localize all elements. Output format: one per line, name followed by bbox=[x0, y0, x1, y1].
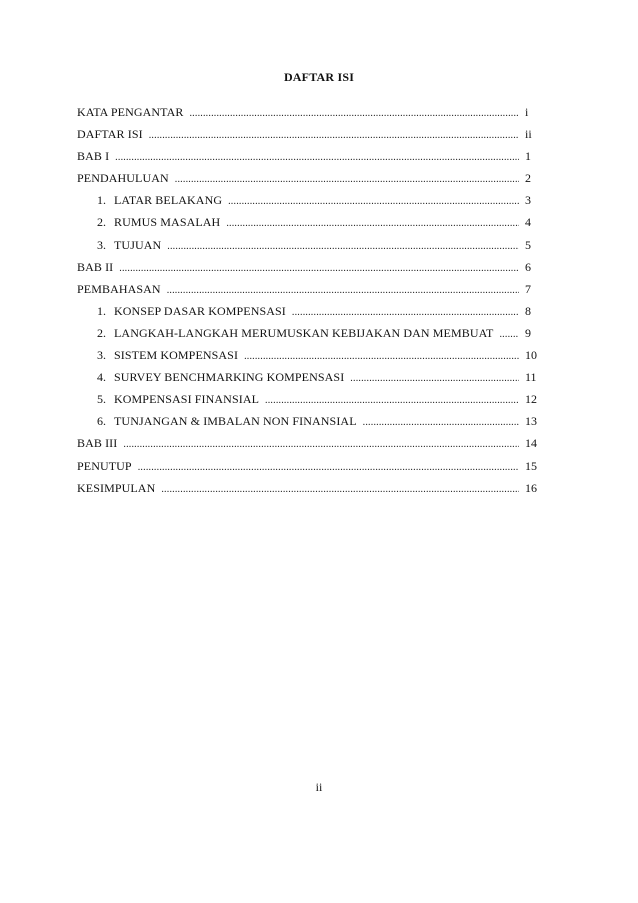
toc-entry bbox=[77, 234, 547, 256]
toc-entry-page: 13 bbox=[525, 414, 537, 429]
toc-entry bbox=[77, 123, 547, 145]
toc-entry-page: 15 bbox=[525, 458, 537, 473]
toc-entry-label: PENDAHULUAN bbox=[77, 171, 169, 186]
toc-dot-leader bbox=[149, 123, 519, 145]
toc-entry-label: PEMBAHASAN bbox=[77, 281, 161, 296]
toc-dot-leader bbox=[228, 189, 519, 211]
toc-entry bbox=[77, 189, 547, 211]
toc-entry bbox=[77, 211, 547, 233]
toc-entry-page: 1 bbox=[525, 149, 531, 164]
toc-entry-label: PENUTUP bbox=[77, 458, 132, 473]
toc-entry bbox=[77, 388, 547, 410]
toc-dot-leader bbox=[244, 344, 519, 366]
toc-dot-leader bbox=[167, 278, 519, 300]
toc-entry-page: 6 bbox=[525, 259, 531, 274]
toc-entry-label: RUMUS MASALAH bbox=[114, 215, 221, 230]
toc-entry-label: TUJUAN bbox=[114, 237, 162, 252]
toc-dot-leader bbox=[189, 101, 519, 123]
toc-entry-number: 2. bbox=[97, 325, 106, 340]
toc-entry-label: LATAR BELAKANG bbox=[114, 193, 223, 208]
toc-entry-number: 3. bbox=[97, 348, 106, 363]
toc-entry-label: DAFTAR ISI bbox=[77, 127, 143, 142]
toc-entry bbox=[77, 145, 547, 167]
toc-dot-leader bbox=[119, 256, 519, 278]
page-title: DAFTAR ISI bbox=[283, 70, 355, 84]
toc-entry-page: 5 bbox=[525, 237, 531, 252]
toc-entry-page: 8 bbox=[525, 303, 531, 318]
toc-entry-page: 12 bbox=[525, 392, 537, 407]
toc-entry bbox=[77, 167, 547, 189]
toc-entry-page: 10 bbox=[525, 348, 537, 363]
toc-entry-page: 3 bbox=[525, 193, 531, 208]
toc-entry bbox=[77, 101, 547, 123]
toc-entry-label: KONSEP DASAR KOMPENSASI bbox=[114, 303, 286, 318]
toc-entry-number: 1. bbox=[97, 193, 106, 208]
toc-dot-leader bbox=[265, 388, 519, 410]
toc-entry bbox=[77, 477, 547, 499]
toc-dot-leader bbox=[499, 322, 519, 344]
table-of-contents bbox=[77, 101, 547, 499]
toc-entry-number: 2. bbox=[97, 215, 106, 230]
toc-dot-leader bbox=[115, 145, 519, 167]
toc-dot-leader bbox=[167, 234, 519, 256]
toc-entry-label: KOMPENSASI FINANSIAL bbox=[114, 392, 260, 407]
toc-entry-page: ii bbox=[525, 127, 532, 142]
toc-entry-label: SISTEM KOMPENSASI bbox=[114, 348, 239, 363]
toc-entry bbox=[77, 322, 547, 344]
toc-entry-label: BAB III bbox=[77, 436, 118, 451]
toc-dot-leader bbox=[363, 410, 519, 432]
toc-entry-page: i bbox=[525, 105, 529, 119]
toc-entry-number: 1. bbox=[97, 303, 106, 318]
toc-entry bbox=[77, 432, 547, 454]
toc-entry-label: BAB I bbox=[77, 149, 110, 164]
toc-entry-page: 7 bbox=[525, 281, 531, 296]
toc-entry-page: 11 bbox=[525, 370, 537, 385]
toc-entry-label: TUNJANGAN & IMBALAN NON FINANSIAL bbox=[114, 414, 357, 429]
toc-entry-label: SURVEY BENCHMARKING KOMPENSASI bbox=[114, 370, 345, 385]
toc-dot-leader bbox=[292, 300, 519, 322]
toc-entry-page: 16 bbox=[525, 480, 537, 495]
toc-dot-leader bbox=[226, 211, 519, 233]
toc-entry bbox=[77, 455, 547, 477]
toc-dot-leader bbox=[123, 432, 519, 454]
toc-dot-leader bbox=[138, 455, 519, 477]
page-number: ii bbox=[315, 780, 323, 794]
toc-dot-leader bbox=[175, 167, 519, 189]
toc-entry-number: 3. bbox=[97, 237, 106, 252]
toc-entry bbox=[77, 278, 547, 300]
toc-entry-number: 5. bbox=[97, 392, 106, 407]
toc-entry-number: 4. bbox=[97, 370, 106, 385]
toc-entry bbox=[77, 344, 547, 366]
toc-entry-page: 9 bbox=[525, 325, 531, 340]
toc-entry bbox=[77, 366, 547, 388]
toc-entry-number: 6. bbox=[97, 414, 106, 429]
toc-entry-page: 2 bbox=[525, 171, 531, 186]
toc-entry-label: KATA PENGANTAR bbox=[77, 105, 184, 119]
toc-entry-page: 4 bbox=[525, 215, 531, 230]
toc-entry-label: KESIMPULAN bbox=[77, 480, 156, 495]
toc-entry-label: BAB II bbox=[77, 259, 114, 274]
toc-entry bbox=[77, 256, 547, 278]
toc-entry bbox=[77, 410, 547, 432]
toc-dot-leader bbox=[161, 477, 519, 499]
toc-entry bbox=[77, 300, 547, 322]
toc-entry-label: LANGKAH-LANGKAH MERUMUSKAN KEBIJAKAN DAN MEMBUAT bbox=[114, 325, 494, 340]
toc-dot-leader bbox=[350, 366, 519, 388]
toc-entry-page: 14 bbox=[525, 436, 537, 451]
